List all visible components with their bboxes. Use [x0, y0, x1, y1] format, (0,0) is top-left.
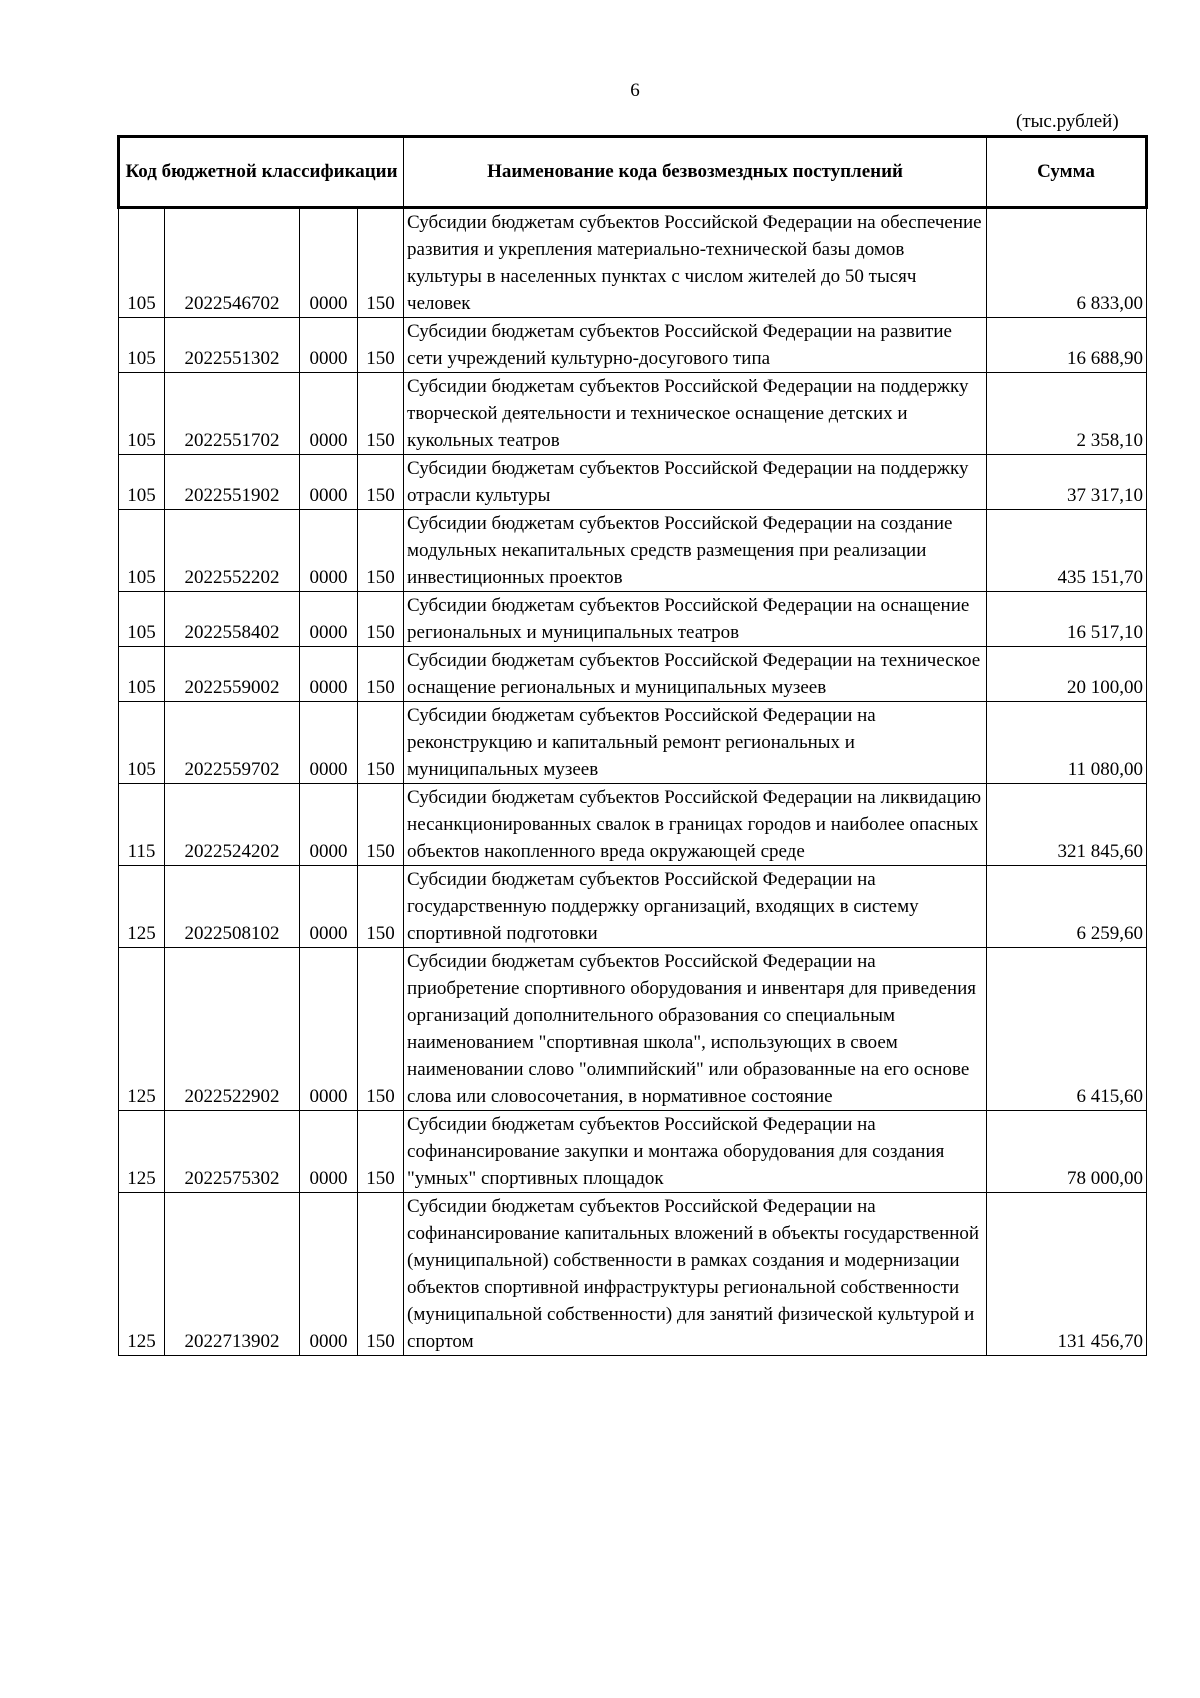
classification-code-cell: 2022508102 [165, 866, 300, 948]
amount-cell: 20 100,00 [987, 647, 1147, 702]
table-header-row [119, 137, 1147, 208]
classification-code-cell: 2022559002 [165, 647, 300, 702]
table-row [119, 948, 1147, 1111]
program-code-cell: 0000 [300, 1111, 358, 1193]
program-code-cell: 0000 [300, 592, 358, 647]
table-row [119, 208, 1147, 318]
table-row [119, 510, 1147, 592]
program-code-cell: 0000 [300, 866, 358, 948]
kosgu-code-cell: 150 [358, 373, 404, 455]
program-code-cell: 0000 [300, 647, 358, 702]
kosgu-code-cell: 150 [358, 1111, 404, 1193]
revenue-name-cell: Субсидии бюджетам субъектов Российской Федерации на поддержку творческой деятельности и техническое оснащение детских и кукольных театров [404, 373, 987, 455]
classification-code-cell: 2022559702 [165, 702, 300, 784]
admin-code-cell: 105 [119, 702, 165, 784]
kosgu-code-cell: 150 [358, 510, 404, 592]
units-label: (тыс.рублей) [1016, 111, 1119, 132]
classification-code-cell: 2022551302 [165, 318, 300, 373]
admin-code-cell: 105 [119, 455, 165, 510]
program-code-cell: 0000 [300, 318, 358, 373]
amount-cell: 2 358,10 [987, 373, 1147, 455]
admin-code-cell: 125 [119, 948, 165, 1111]
table-row [119, 1193, 1147, 1356]
revenue-name-cell: Субсидии бюджетам субъектов Российской Федерации на государственную поддержку организаций, входящих в систему спортивной подготовки [404, 866, 987, 948]
admin-code-cell: 115 [119, 784, 165, 866]
page-number: 6 [630, 80, 640, 101]
table-row [119, 318, 1147, 373]
table-row [119, 455, 1147, 510]
revenue-name-cell: Субсидии бюджетам субъектов Российской Федерации на ликвидацию несанкционированных свалок в границах городов и наиболее опасных объектов накопленного вреда окружающей среде [404, 784, 987, 866]
amount-cell: 11 080,00 [987, 702, 1147, 784]
kosgu-code-cell: 150 [358, 702, 404, 784]
program-code-cell: 0000 [300, 373, 358, 455]
kosgu-code-cell: 150 [358, 318, 404, 373]
table-row [119, 1111, 1147, 1193]
kosgu-code-cell: 150 [358, 784, 404, 866]
table-row [119, 647, 1147, 702]
program-code-cell: 0000 [300, 948, 358, 1111]
kosgu-code-cell: 150 [358, 1193, 404, 1356]
kosgu-code-cell: 150 [358, 455, 404, 510]
amount-cell: 435 151,70 [987, 510, 1147, 592]
amount-cell: 6 415,60 [987, 948, 1147, 1111]
budget-table [117, 135, 1148, 1356]
program-code-cell: 0000 [300, 784, 358, 866]
classification-code-cell: 2022546702 [165, 208, 300, 318]
header-sum: Сумма [987, 137, 1147, 208]
revenue-name-cell: Субсидии бюджетам субъектов Российской Федерации на развитие сети учреждений культурно-досугового типа [404, 318, 987, 373]
admin-code-cell: 125 [119, 1111, 165, 1193]
amount-cell: 6 259,60 [987, 866, 1147, 948]
amount-cell: 6 833,00 [987, 208, 1147, 318]
amount-cell: 131 456,70 [987, 1193, 1147, 1356]
amount-cell: 37 317,10 [987, 455, 1147, 510]
revenue-name-cell: Субсидии бюджетам субъектов Российской Федерации на реконструкцию и капитальный ремонт региональных и муниципальных музеев [404, 702, 987, 784]
admin-code-cell: 105 [119, 318, 165, 373]
program-code-cell: 0000 [300, 455, 358, 510]
revenue-name-cell: Субсидии бюджетам субъектов Российской Федерации на создание модульных некапитальных средств размещения при реализации инвестиционных проектов [404, 510, 987, 592]
admin-code-cell: 125 [119, 866, 165, 948]
classification-code-cell: 2022558402 [165, 592, 300, 647]
kosgu-code-cell: 150 [358, 948, 404, 1111]
admin-code-cell: 125 [119, 1193, 165, 1356]
revenue-name-cell: Субсидии бюджетам субъектов Российской Федерации на обеспечение развития и укрепления материально-технической базы домов культуры в населенных пунктах с числом жителей до 50 тысяч человек [404, 208, 987, 318]
table-row [119, 784, 1147, 866]
revenue-name-cell: Субсидии бюджетам субъектов Российской Федерации на софинансирование закупки и монтажа оборудования для создания "умных" спортивных площадок [404, 1111, 987, 1193]
program-code-cell: 0000 [300, 1193, 358, 1356]
kosgu-code-cell: 150 [358, 592, 404, 647]
program-code-cell: 0000 [300, 702, 358, 784]
table-row [119, 373, 1147, 455]
classification-code-cell: 2022524202 [165, 784, 300, 866]
revenue-name-cell: Субсидии бюджетам субъектов Российской Федерации на оснащение региональных и муниципальных театров [404, 592, 987, 647]
program-code-cell: 0000 [300, 510, 358, 592]
revenue-name-cell: Субсидии бюджетам субъектов Российской Федерации на техническое оснащение региональных и муниципальных музеев [404, 647, 987, 702]
program-code-cell: 0000 [300, 208, 358, 318]
amount-cell: 16 517,10 [987, 592, 1147, 647]
admin-code-cell: 105 [119, 592, 165, 647]
admin-code-cell: 105 [119, 510, 165, 592]
classification-code-cell: 2022575302 [165, 1111, 300, 1193]
table-row [119, 702, 1147, 784]
admin-code-cell: 105 [119, 208, 165, 318]
admin-code-cell: 105 [119, 373, 165, 455]
header-name: Наименование кода безвозмездных поступлений [404, 137, 987, 208]
amount-cell: 16 688,90 [987, 318, 1147, 373]
revenue-name-cell: Субсидии бюджетам субъектов Российской Федерации на приобретение спортивного оборудования и инвентаря для приведения организаций дополнительного образования со специальным наименованием "спортивная школа", использующих в своем наименовании слово "олимпийский" или образованные на его основе слова или словосочетания, в нормативное состояние [404, 948, 987, 1111]
revenue-name-cell: Субсидии бюджетам субъектов Российской Федерации на софинансирование капитальных вложений в объекты государственной (муниципальной) собственности в рамках создания и модернизации объектов спортивной инфраструктуры региональной собственности (муниципальной собственности) для занятий физической культурой и спортом [404, 1193, 987, 1356]
revenue-name-cell: Субсидии бюджетам субъектов Российской Федерации на поддержку отрасли культуры [404, 455, 987, 510]
amount-cell: 78 000,00 [987, 1111, 1147, 1193]
header-code: Код бюджетной классификации [119, 137, 404, 208]
kosgu-code-cell: 150 [358, 647, 404, 702]
table-row [119, 592, 1147, 647]
classification-code-cell: 2022713902 [165, 1193, 300, 1356]
admin-code-cell: 105 [119, 647, 165, 702]
classification-code-cell: 2022522902 [165, 948, 300, 1111]
kosgu-code-cell: 150 [358, 866, 404, 948]
kosgu-code-cell: 150 [358, 208, 404, 318]
classification-code-cell: 2022551902 [165, 455, 300, 510]
amount-cell: 321 845,60 [987, 784, 1147, 866]
table-row [119, 866, 1147, 948]
classification-code-cell: 2022552202 [165, 510, 300, 592]
classification-code-cell: 2022551702 [165, 373, 300, 455]
